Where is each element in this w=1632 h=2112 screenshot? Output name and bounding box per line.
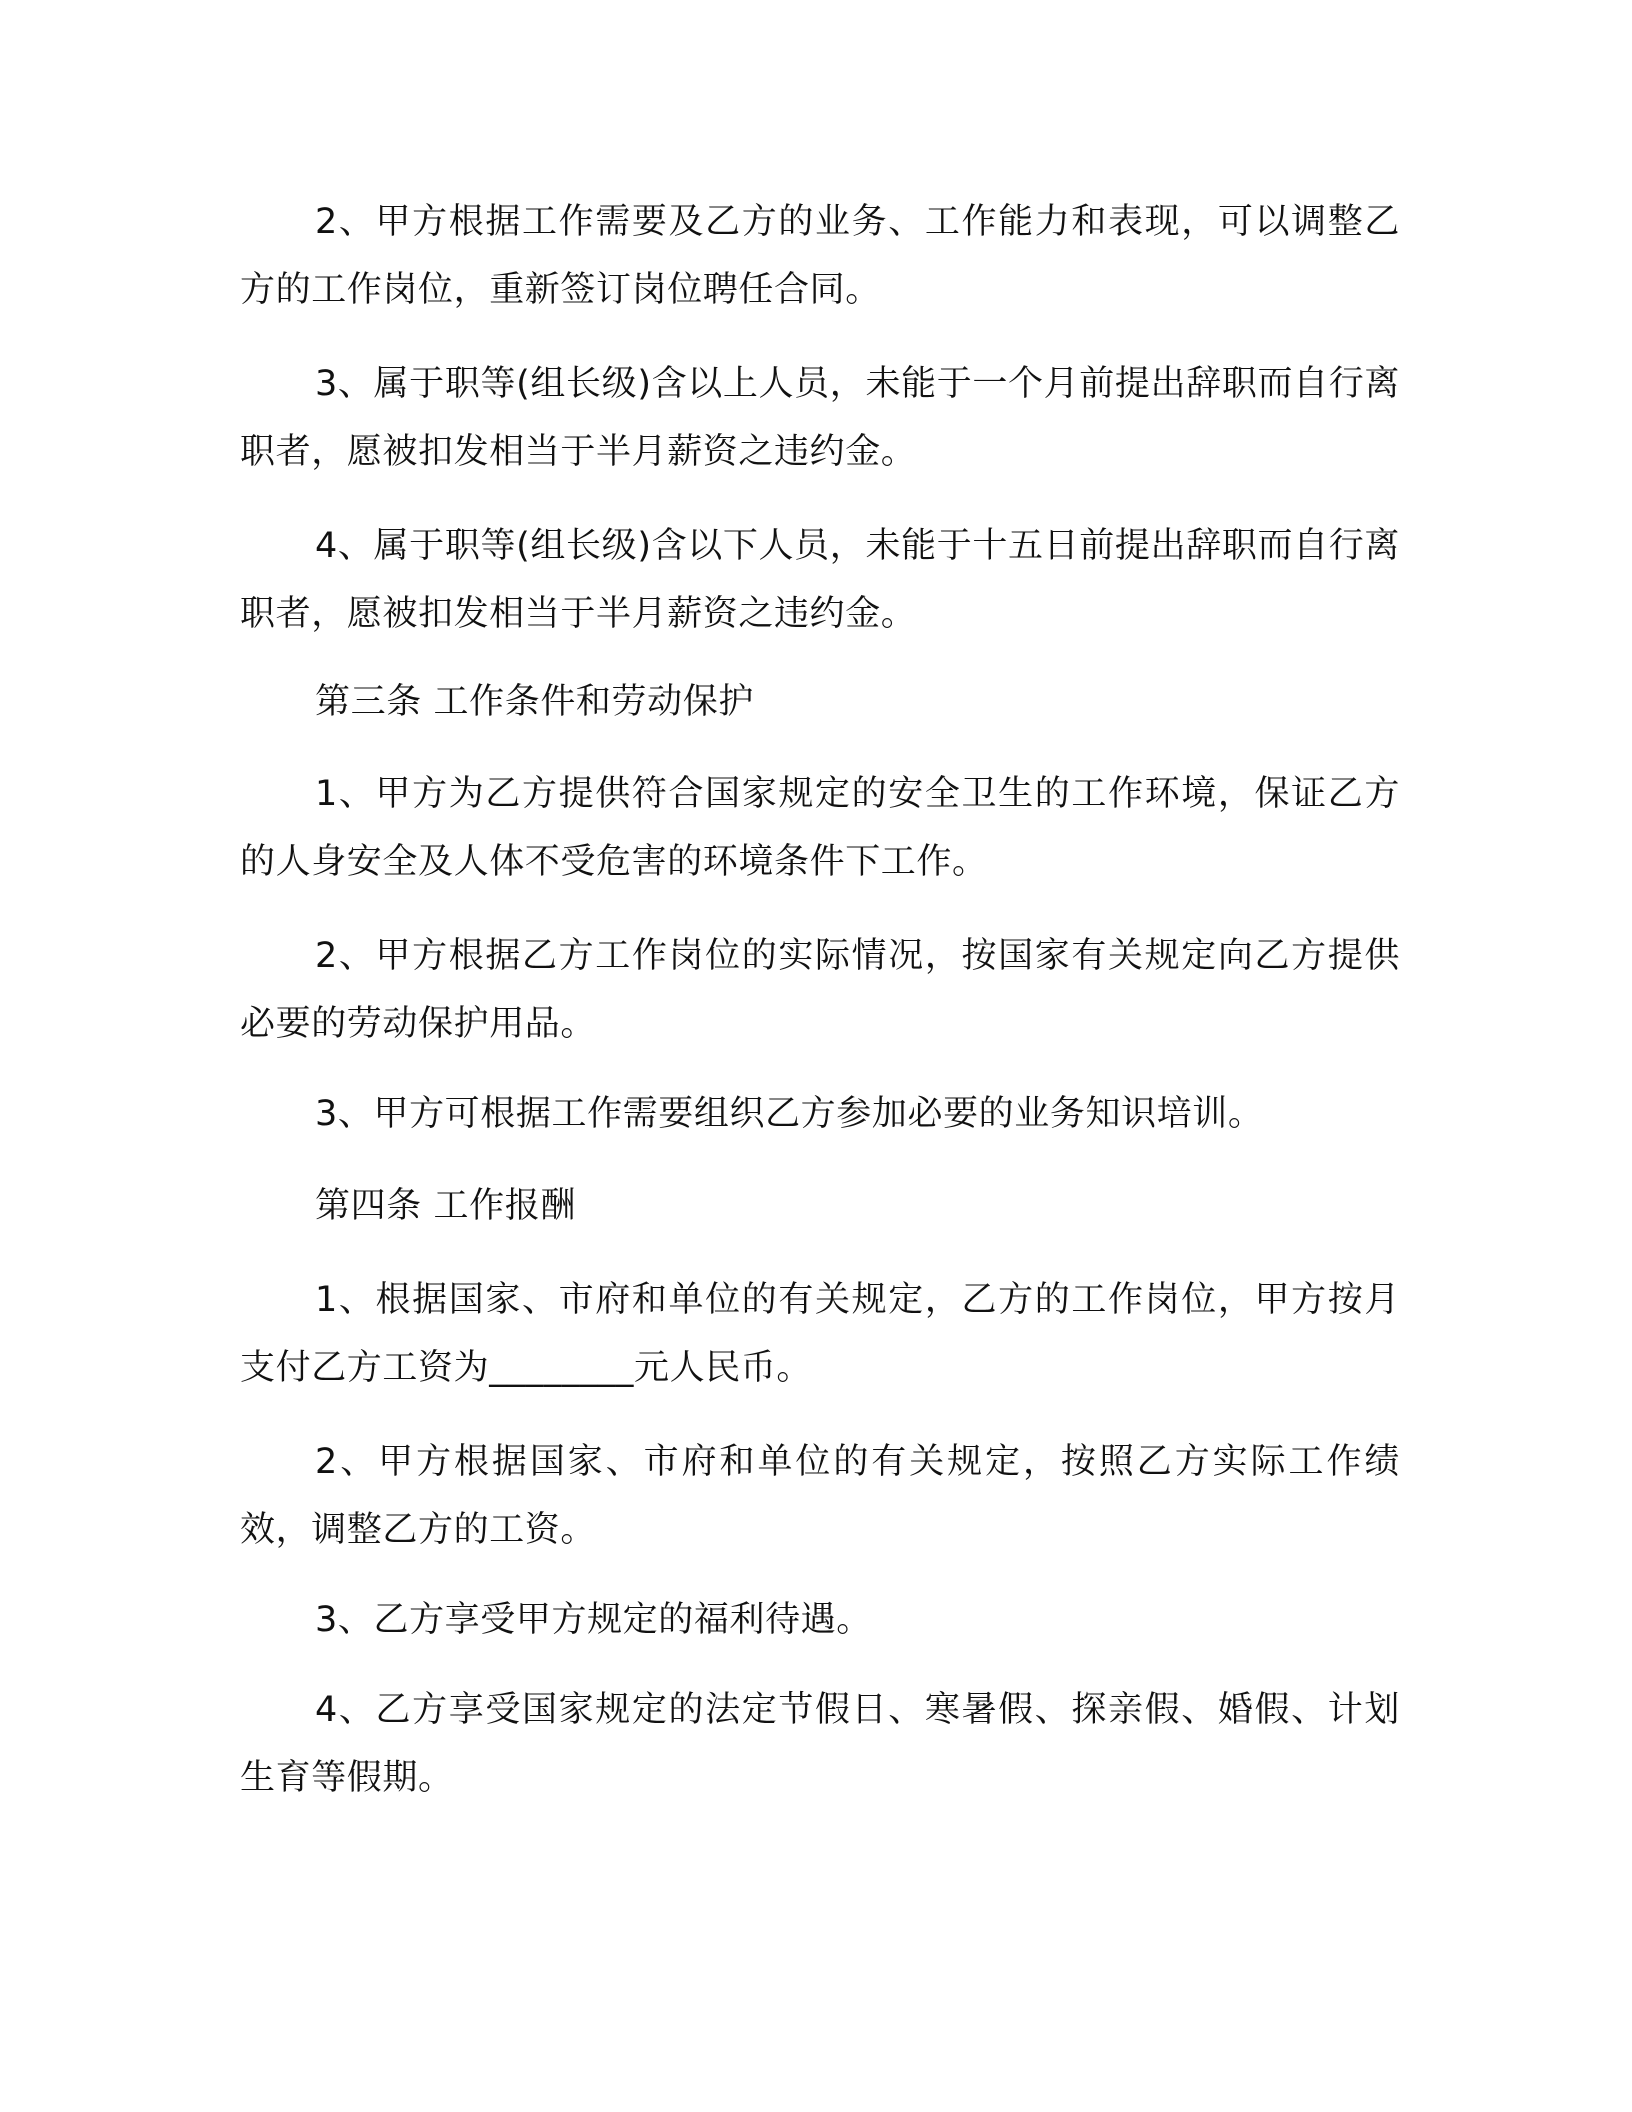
section-heading-article-4: 第四条 工作报酬 (315, 1186, 576, 1226)
clause-paragraph-benefits: 3、乙方享受甲方规定的福利待遇。 (315, 1600, 872, 1640)
clause-paragraph-resignation-senior: 3、属于职等(组长级)含以上人员，未能于一个月前提出辞职而自行离职者，愿被扣发相当于半月薪资之违约金。 (240, 364, 1400, 472)
clause-paragraph-holidays: 4、乙方享受国家规定的法定节假日、寒暑假、探亲假、婚假、计划生育等假期。 (240, 1690, 1400, 1798)
clause-paragraph-training: 3、甲方可根据工作需要组织乙方参加必要的业务知识培训。 (315, 1094, 1264, 1134)
clause-paragraph-work-environment: 1、甲方为乙方提供符合国家规定的安全卫生的工作环境，保证乙方的人身安全及人体不受危害的环境条件下工作。 (240, 774, 1400, 882)
clause-paragraph-job-adjustment: 2、甲方根据工作需要及乙方的业务、工作能力和表现，可以调整乙方的工作岗位，重新签订岗位聘任合同。 (240, 202, 1400, 310)
clause-paragraph-protective-equipment: 2、甲方根据乙方工作岗位的实际情况，按国家有关规定向乙方提供必要的劳动保护用品。 (240, 936, 1400, 1044)
section-heading-article-3: 第三条 工作条件和劳动保护 (315, 682, 754, 722)
clause-paragraph-salary-adjustment: 2、甲方根据国家、市府和单位的有关规定，按照乙方实际工作绩效，调整乙方的工资。 (240, 1442, 1400, 1550)
clause-paragraph-salary: 1、根据国家、市府和单位的有关规定，乙方的工作岗位，甲方按月支付乙方工资为________元人民币。 (240, 1280, 1400, 1388)
clause-paragraph-resignation-junior: 4、属于职等(组长级)含以下人员，未能于十五日前提出辞职而自行离职者，愿被扣发相当于半月薪资之违约金。 (240, 526, 1400, 634)
